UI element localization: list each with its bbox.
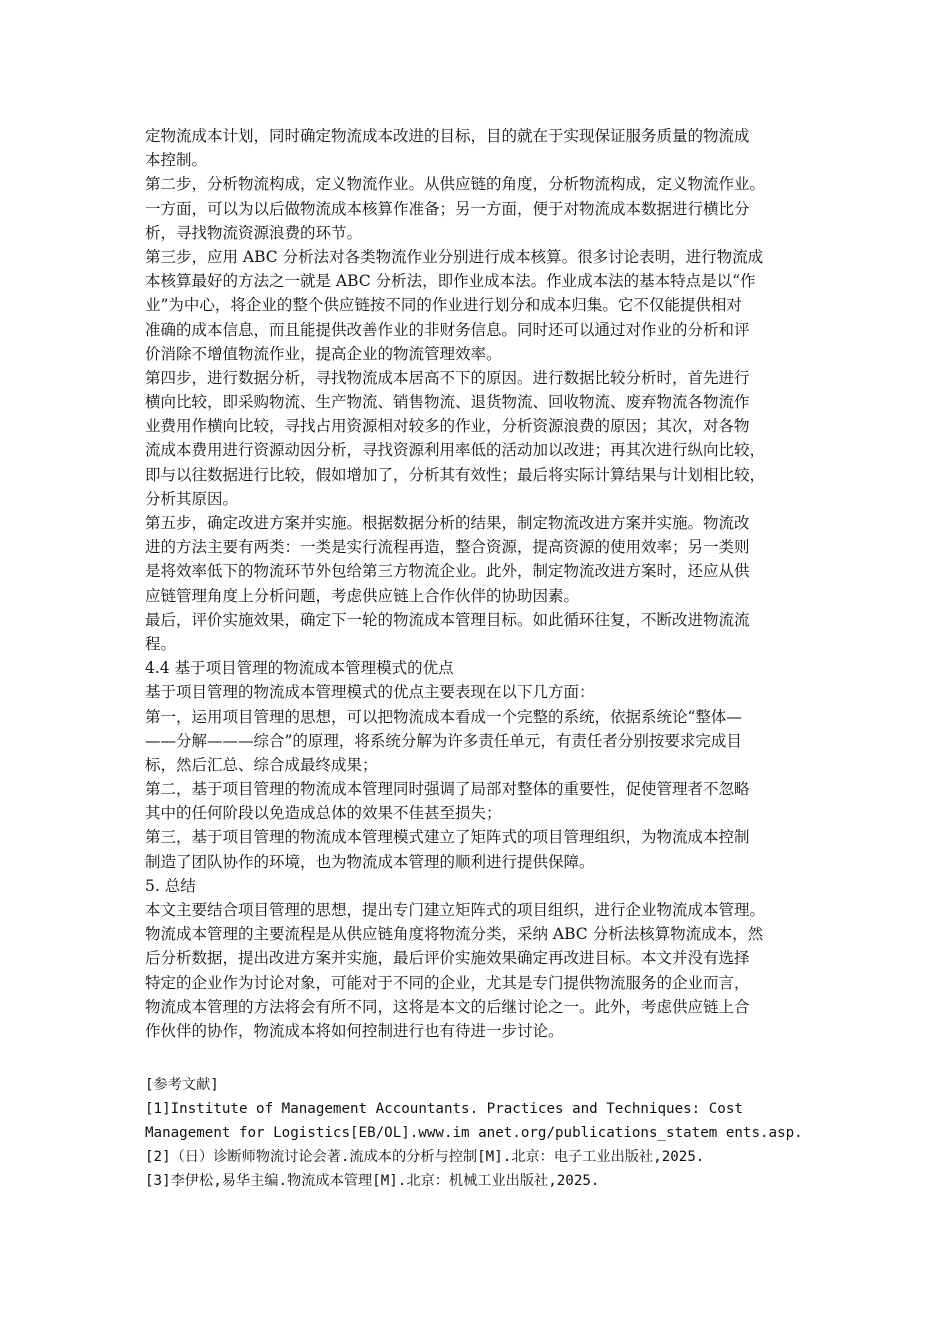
text-line: 物流成本管理的主要流程是从供应链角度将物流分类，采纳 ABC 分析法核算物流成本，然 [145,925,764,944]
document-page [145,124,813,1193]
text-line: 业”为中心，将企业的整个供应链按不同的作业进行划分和成本归集。它不仅能提供相对 [145,296,742,315]
text-line: 程。 [145,634,177,653]
text-line: 价消除不增值物流作业，提高企业的物流管理效率。 [145,344,502,363]
text-line: 准确的成本信息，而且能提供改善作业的非财务信息。同时还可以通过对作业的分析和评 [145,320,750,339]
text-line: 第二，基于项目管理的物流成本管理同时强调了局部对整体的重要性，促使管理者不忽略 [145,780,750,799]
body-text [145,124,813,1043]
text-line: 进的方法主要有两类：一类是实行流程再造，整合资源，提高资源的使用效率；另一类则 [145,538,750,557]
reference-line: [1]Institute of Management Accountants. Practices and Techniques: Cost [145,1101,743,1118]
text-line: 本控制。 [145,151,208,170]
reference-line: [3]李伊松,易华主编.物流成本管理[M].北京：机械工业出版社,2025. [145,1173,600,1190]
reference-line: Management for Logistics[EB/OL].www.im anet.org/publications_statem ents.asp. [145,1125,803,1142]
text-line: 横向比较，即采购物流、生产物流、销售物流、退货物流、回收物流、废弃物流各物流作 [145,393,750,412]
text-line: 业费用作横向比较，寻找占用资源相对较多的作业，分析资源浪费的原因；其次，对各物 [145,417,750,436]
text-line: 最后，评价实施效果，确定下一轮的物流成本管理目标。如此循环往复，不断改进物流流 [145,610,750,629]
references-section [145,1073,813,1193]
text-line: 本核算最好的方法之一就是 ABC 分析法，即作业成本法。作业成本法的基本特点是以“作 [145,272,756,291]
text-line: 第五步，确定改进方案并实施。根据数据分析的结果，制定物流改进方案并实施。物流改 [145,514,750,532]
text-line: 本文主要结合项目管理的思想，提出专门建立矩阵式的项目组织，进行企业物流成本管理。 [145,901,766,919]
text-line: 制造了团队协作的环境，也为物流成本管理的顺利进行提供保障。 [145,852,595,871]
reference-line: [2]（日）诊断师物流讨论会著.流成本的分析与控制[M].北京：电子工业出版社,2025. [145,1149,705,1166]
text-line: 析，寻找物流资源浪费的环节。 [145,223,363,242]
text-line: 一方面，可以为以后做物流成本核算作准备；另一方面，便于对物流成本数据进行横比分 [145,199,750,218]
text-line: 其中的任何阶段以免造成总体的效果不佳甚至损失； [145,804,502,823]
text-line: 特定的企业作为讨论对象，可能对于不同的企业，尤其是专门提供物流服务的企业而言， [145,973,750,992]
text-line: 物流成本管理的方法将会有所不同，这将是本文的后继讨论之一。此外，考虑供应链上合 [145,997,750,1016]
text-line: 后分析数据，提出改进方案并实施，最后评价实施效果确定再改进目标。本文并没有选择 [145,949,750,968]
text-line: 作伙伴的协作，物流成本将如何控制进行也有待进一步讨论。 [145,1021,564,1040]
text-line: 即与以往数据进行比较，假如增加了，分析其有效性；最后将实际计算结果与计划相比较， [145,465,766,484]
text-line: 定物流成本计划，同时确定物流成本改进的目标，目的就在于实现保证服务质量的物流成 [145,127,750,145]
text-line: 分析其原因。 [145,489,239,508]
section-heading: 5. 总结 [145,876,196,895]
text-line: 第三，基于项目管理的物流成本管理模式建立了矩阵式的项目管理组织，为物流成本控制 [145,828,750,847]
references-heading: [参考文献] [145,1077,219,1094]
section-heading: 4.4 基于项目管理的物流成本管理模式的优点 [145,659,454,678]
text-line: 第二步，分析物流构成，定义物流作业。从供应链的角度，分析物流构成，定义物流作业。 [145,175,766,194]
text-line: 基于项目管理的物流成本管理模式的优点主要表现在以下几方面： [145,683,595,702]
text-line: 应链管理角度上分析问题，考虑供应链上合作伙伴的协助因素。 [145,586,580,605]
text-line: ——分解———综合”的原理，将系统分解为许多责任单元，有责任者分别按要求完成目 [145,731,742,750]
text-line: 第四步，进行数据分析，寻找物流成本居高不下的原因。进行数据比较分析时，首先进行 [145,368,750,387]
text-line: 第三步，应用 ABC 分析法对各类物流作业分别进行成本核算。很多讨论表明，进行物流成 [145,247,764,266]
text-line: 是将效率低下的物流环节外包给第三方物流企业。此外，制定物流改进方案时，还应从供 [145,562,750,581]
text-line: 第一，运用项目管理的思想，可以把物流成本看成一个完整的系统，依据系统论“整体— [145,707,742,726]
text-line: 流成本费用进行资源动因分析，寻找资源利用率低的活动加以改进；再其次进行纵向比较， [145,441,766,460]
text-line: 标，然后汇总、综合成最终成果； [145,755,378,774]
